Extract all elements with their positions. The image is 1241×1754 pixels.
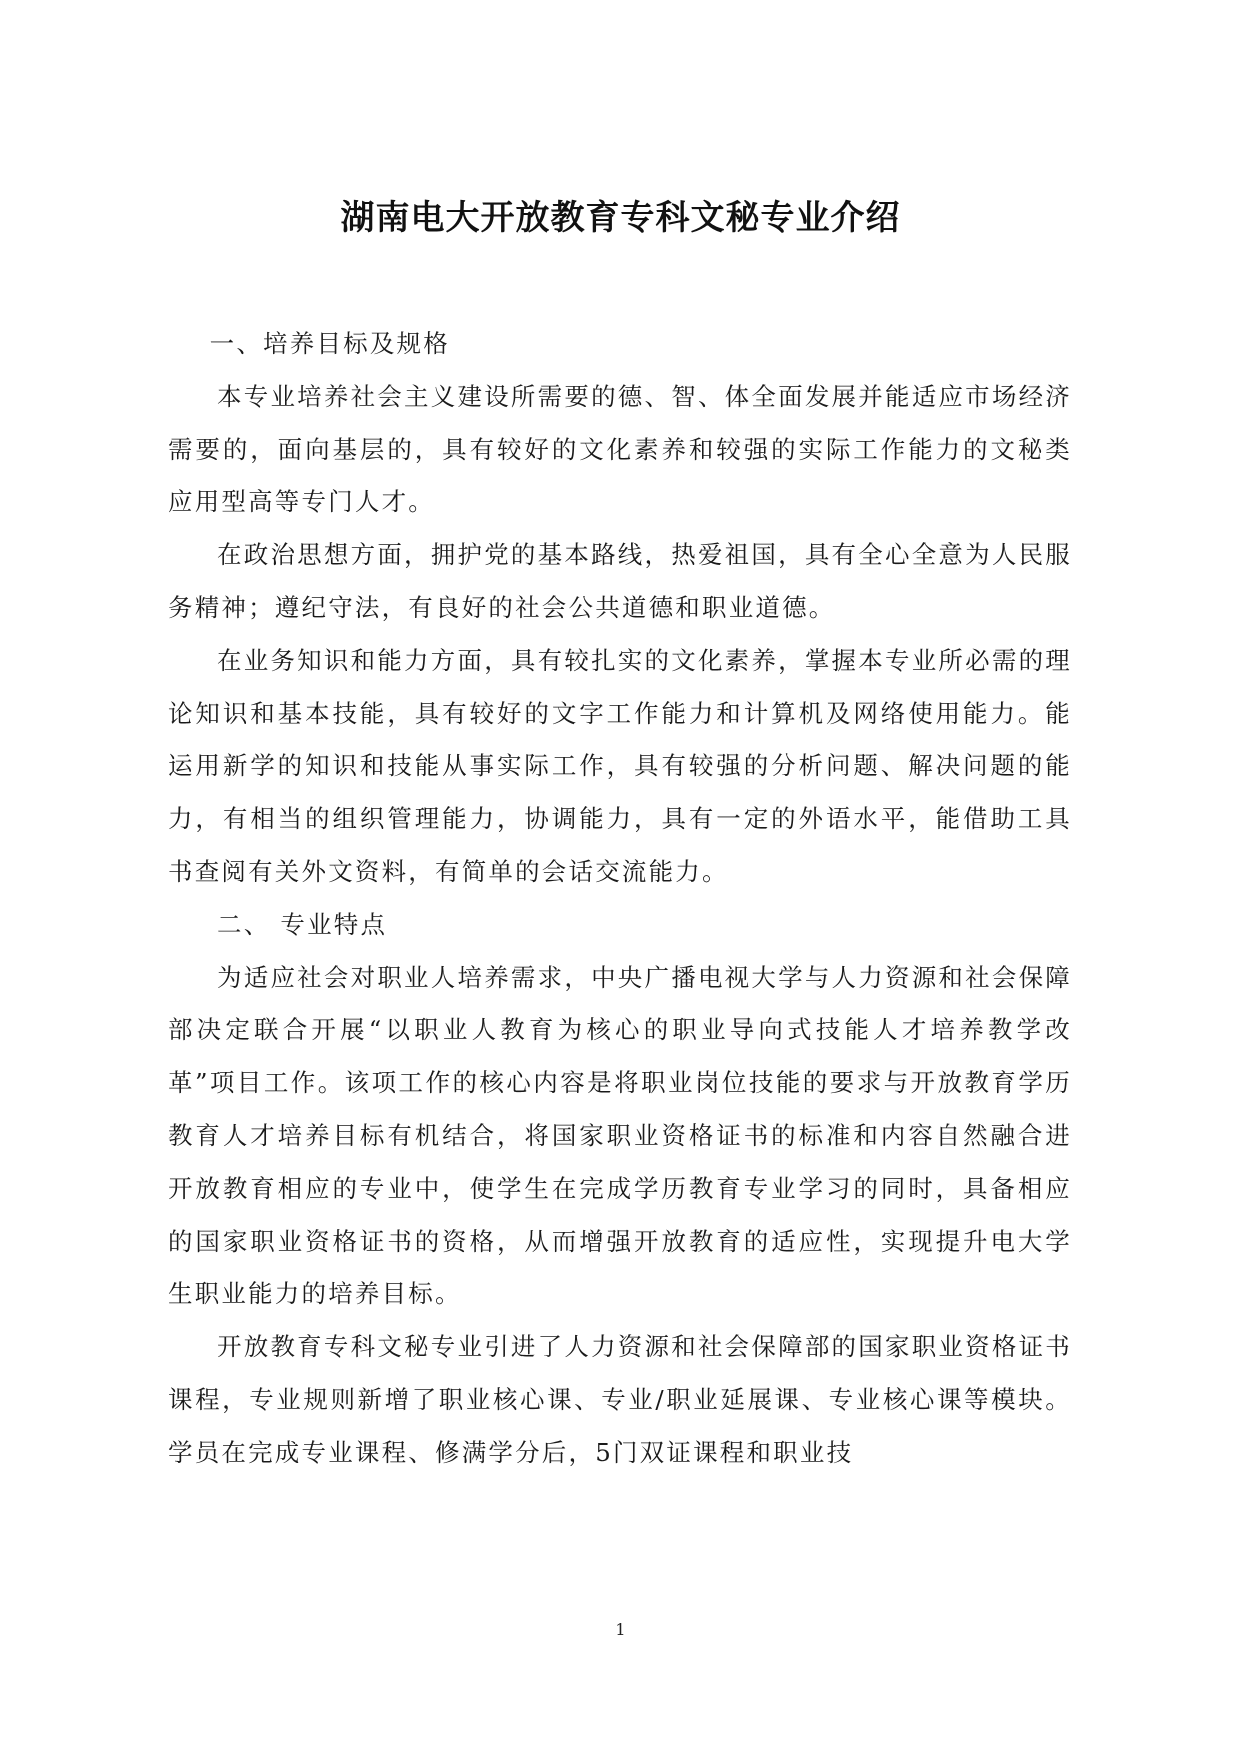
document-title: 湖南电大开放教育专科文秘专业介绍 [340,198,901,238]
page-number: 1 [615,1620,626,1639]
paragraph: 在业务知识和能力方面，具有较扎实的文化素养，掌握本专业所必需的理论知识和基本技能，具有较好的文字工作能力和计算机及网络使用能力。能运用新学的知识和技能从事实际工作，具有较强的分析问题、解决问题的能力，有相当的组织管理能力，协调能力，具有一定的外语水平，能借助工具书查阅有关外文资料，有简单的会话交流能力。 [168,645,1072,886]
paragraph: 在政治思想方面，拥护党的基本路线，热爱祖国，具有全心全意为人民服务精神；遵纪守法，有良好的社会公共道德和职业道德。 [168,540,1072,622]
section-heading-1: 一、培养目标及规格 [209,329,450,358]
document-body [168,318,1072,1480]
paragraph: 开放教育专科文秘专业引进了人力资源和社会保障部的国家职业资格证书课程，专业规则新增了职业核心课、专业/职业延展课、专业核心课等模块。学员在完成专业课程、修满学分后，5门双证课程和职业技 [168,1332,1072,1467]
paragraph: 为适应社会对职业人培养需求，中央广播电视大学与人力资源和社会保障部决定联合开展“以职业人教育为核心的职业导向式技能人才培养教学改革”项目工作。该项工作的核心内容是将职业岗位技能的要求与开放教育学历教育人才培养目标有机结合，将国家职业资格证书的标准和内容自然融合进开放教育相应的专业中，使学生在完成学历教育专业学习的同时，具备相应的国家职业资格证书的资格，从而增强开放教育的适应性，实现提升电大学生职业能力的培养目标。 [168,962,1072,1309]
section-heading-2: 二、 专业特点 [217,909,388,939]
paragraph: 本专业培养社会主义建设所需要的德、智、体全面发展并能适应市场经济需要的，面向基层的，具有较好的文化素养和较强的实际工作能力的文秘类应用型高等专门人才。 [168,381,1072,517]
